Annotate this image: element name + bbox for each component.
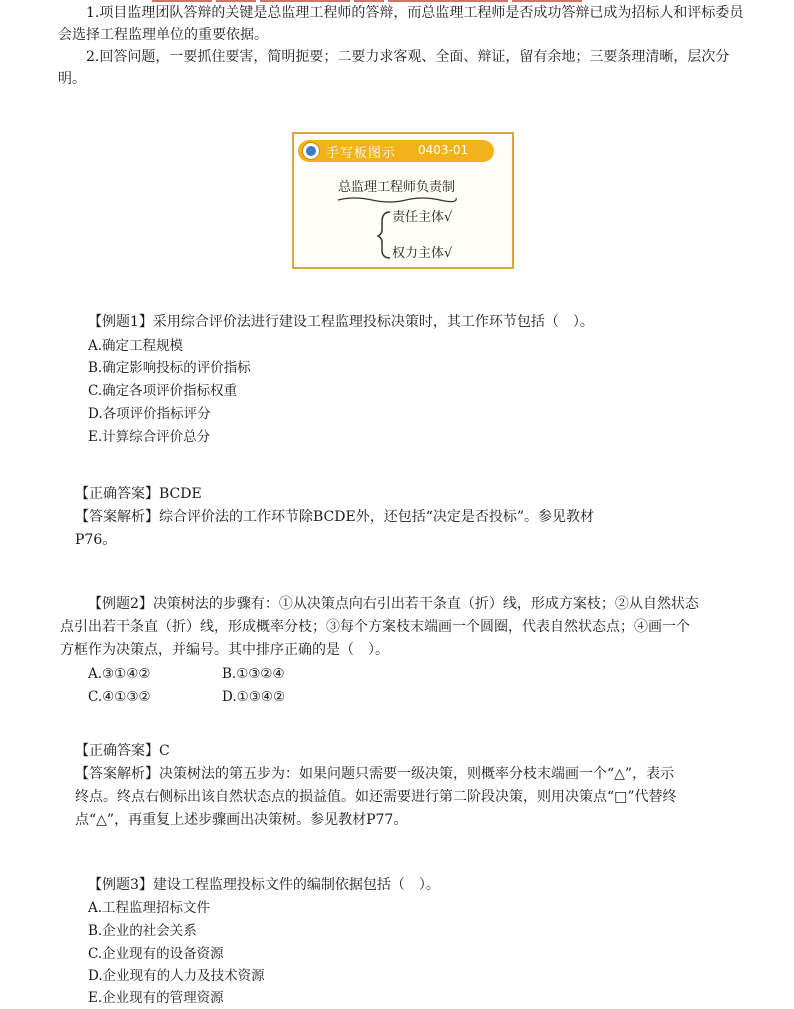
example-2-question-line-3: 方框作为决策点，并编号。其中排序正确的是（ ）。	[60, 642, 389, 658]
example-1-option-b: B.确定影响投标的评价指标	[88, 360, 251, 376]
intro-paragraph-1: 1.项目监理团队答辩的关键是总监理工程师的答辩，而总监理工程师是否成功答辩已成为招标人和评标委员会选择工程监理单位的重要依据。	[58, 5, 744, 43]
board-branch-responsibility: 责任主体√	[392, 210, 453, 225]
example-2-option-a: A.③①④②	[88, 666, 151, 682]
example-2-option-c: C.④①③②	[88, 689, 151, 705]
example-1-analysis-line-2: P76。	[75, 532, 117, 548]
handwriting-board-figure	[292, 132, 514, 269]
board-code: 0403-01	[418, 143, 469, 157]
example-2-analysis-line-3: 点“△”，再重复上述步骤画出决策树。参见教材P77。	[75, 812, 408, 828]
example-2-option-b: B.①③②④	[222, 666, 285, 682]
board-branch-authority: 权力主体√	[392, 246, 453, 261]
example-3-option-c: C.企业现有的设备资源	[88, 946, 224, 962]
example-1-analysis-line-1: 【答案解析】综合评价法的工作环节除BCDE外，还包括“决定是否投标”。参见教材	[75, 509, 595, 525]
example-3-option-b: B.企业的社会关系	[88, 923, 197, 939]
example-2-question-line-1: 【例题2】决策树法的步骤有：①从决策点向右引出若干条直（折）线，形成方案枝；②从自然状态	[88, 596, 699, 612]
example-2-analysis-line-1: 【答案解析】决策树法的第五步为：如果问题只需要一级决策，则概率分枝末端画一个“△”，表示	[75, 766, 675, 782]
example-3-option-e: E.企业现有的管理资源	[88, 990, 224, 1006]
board-title: 手写板图示	[326, 146, 397, 161]
example-1-option-d: D.各项评价指标评分	[88, 406, 211, 422]
example-1-option-c: C.确定各项评价指标权重	[88, 383, 238, 399]
example-2-answer: 【正确答案】C	[75, 743, 170, 759]
wavy-underline	[338, 198, 456, 202]
brace-icon	[378, 212, 390, 258]
example-1-option-e: E.计算综合评价总分	[88, 429, 211, 445]
example-1-question: 【例题1】采用综合评价法进行建设工程监理投标决策时，其工作环节包括（ ）。	[88, 314, 594, 330]
board-heading: 总监理工程师负责制	[338, 180, 456, 195]
example-3-option-d: D.企业现有的人力及技术资源	[88, 968, 265, 984]
example-3-question: 【例题3】建设工程监理投标文件的编制依据包括（ ）。	[88, 877, 440, 893]
example-1-option-a: A.确定工程规模	[88, 338, 184, 354]
example-2-question-line-2: 点引出若干条直（折）线，形成概率分枝；③每个方案枝末端画一个圆圈，代表自然状态点；④画一个	[60, 619, 690, 635]
intro-paragraph-2: 2.回答问题，一要抓住要害，简明扼要；二要力求客观、全面、辩证，留有余地；三要条理清晰，层次分明。	[58, 49, 730, 87]
example-2-analysis-line-2: 终点。终点右侧标出该自然状态点的损益值。如还需要进行第二阶段决策，则用决策点“□”代替终	[75, 789, 677, 805]
example-1-answer: 【正确答案】BCDE	[75, 486, 202, 502]
example-3-option-a: A.工程监理招标文件	[88, 900, 211, 916]
example-2-option-d: D.①③④②	[222, 689, 286, 705]
